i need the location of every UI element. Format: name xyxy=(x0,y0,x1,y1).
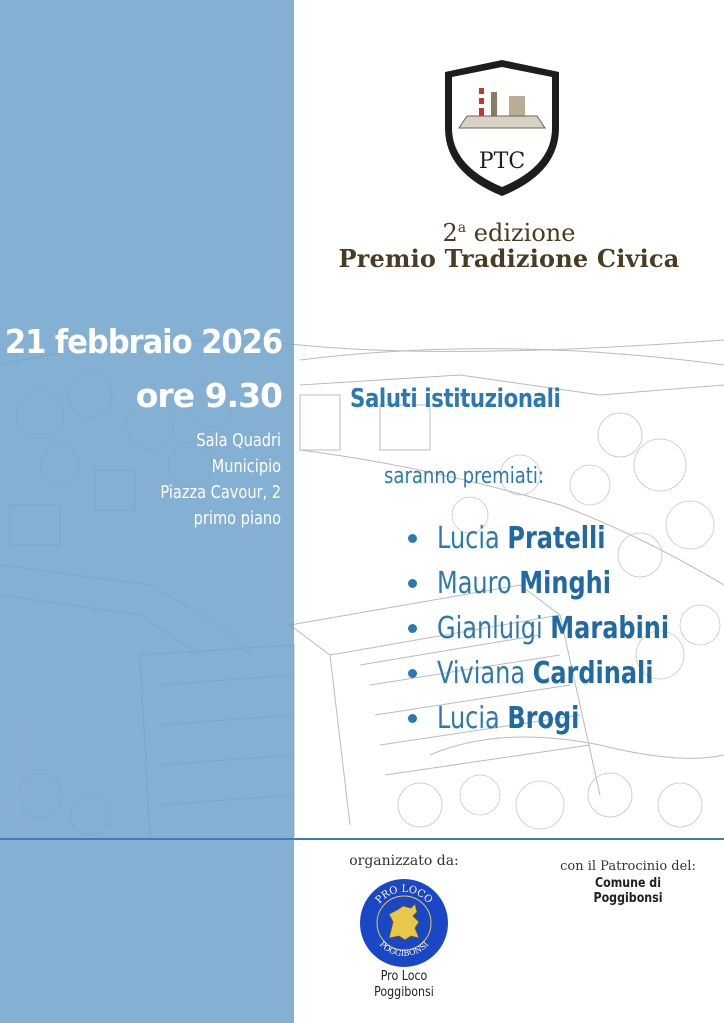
illustration-credit-mark xyxy=(14,720,22,830)
event-time: ore 9.30 xyxy=(135,376,282,415)
patron-name: Comune di Poggibonsi xyxy=(593,876,663,906)
winner-last-name: Marabini xyxy=(550,611,670,646)
logo-text-bottom: POGGIBONSI xyxy=(377,939,431,959)
castle-crest-icon xyxy=(441,58,563,198)
venue-line: primo piano xyxy=(193,508,281,529)
venue-line: Piazza Cavour, 2 xyxy=(160,482,281,503)
edition-heading xyxy=(294,214,724,247)
logo-text-top: PRO LOCO xyxy=(373,883,435,906)
venue-line: Municipio xyxy=(211,456,281,477)
crest-letters: PTC xyxy=(478,149,526,174)
winner-first-name: Lucia xyxy=(437,701,500,736)
bullet-icon xyxy=(408,669,417,678)
winner-last-name: Cardinali xyxy=(532,656,654,691)
venue-line: Sala Quadri xyxy=(196,430,281,451)
list-item xyxy=(408,516,724,561)
bullet-icon xyxy=(408,579,417,588)
organizer-line: Poggibonsi xyxy=(374,985,434,1000)
pro-loco-logo-icon xyxy=(359,878,449,968)
edition-number: 2 xyxy=(442,219,458,247)
bullet-icon xyxy=(408,714,417,723)
winner-last-name: Minghi xyxy=(519,566,611,601)
organizer-name xyxy=(339,969,469,1001)
winner-first-name: Mauro xyxy=(437,566,512,601)
list-item xyxy=(408,696,724,741)
event-title: Premio Tradizione Civica xyxy=(338,244,680,273)
winner-first-name: Viviana xyxy=(437,656,526,691)
winner-first-name: Lucia xyxy=(437,521,500,556)
list-item xyxy=(408,561,724,606)
organizer-line: Pro Loco xyxy=(380,969,428,984)
greetings-heading: Saluti istituzionali xyxy=(350,384,561,414)
event-date: 21 febbraio 2026 xyxy=(4,322,282,361)
winner-last-name: Brogi xyxy=(507,701,580,736)
awarded-label: saranno premiati: xyxy=(384,464,544,489)
edition-word: edizione xyxy=(473,219,576,247)
winners-list xyxy=(408,516,724,741)
organized-by-label: organizzato da: xyxy=(349,853,459,869)
patronage-label: con il Patrocinio del: xyxy=(560,859,696,874)
event-venue xyxy=(147,428,281,532)
winner-last-name: Pratelli xyxy=(507,521,606,556)
list-item xyxy=(408,651,724,696)
edition-suffix: a xyxy=(457,220,467,236)
winner-first-name: Gianluigi xyxy=(437,611,543,646)
list-item xyxy=(408,606,724,651)
bullet-icon xyxy=(408,624,417,633)
bullet-icon xyxy=(408,534,417,543)
footer-divider xyxy=(0,838,724,840)
